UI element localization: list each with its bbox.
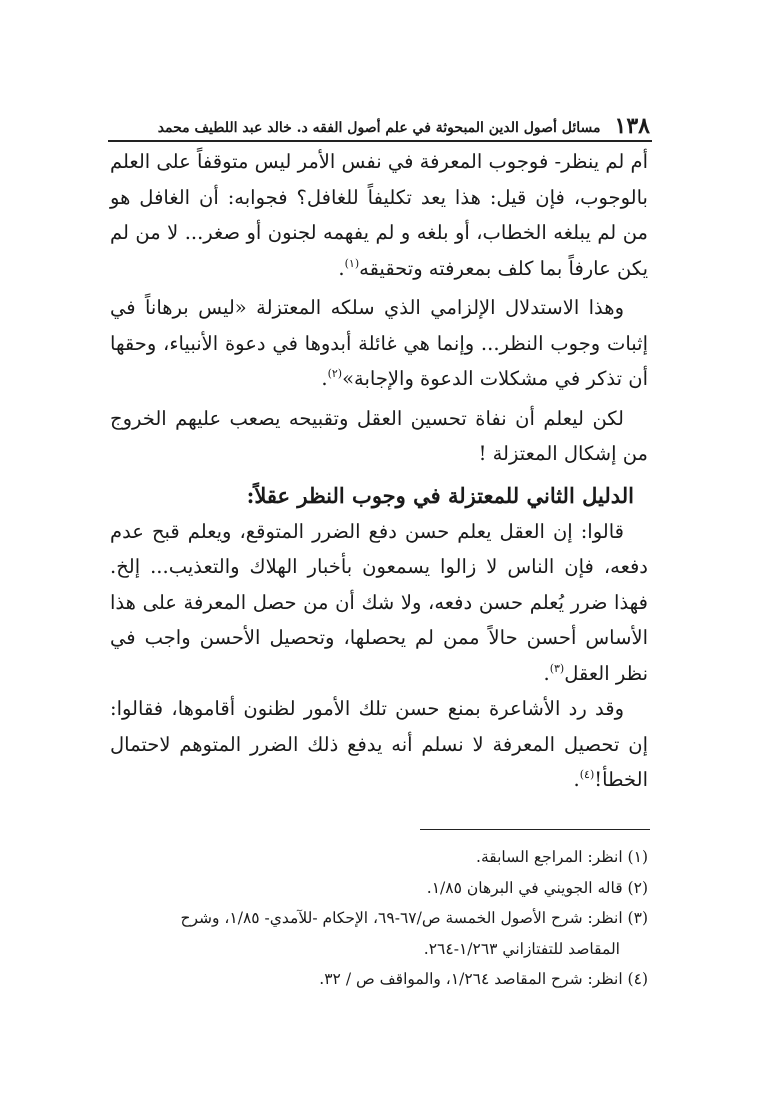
footnote-ref-2[interactable]: (٢) [327, 367, 343, 380]
paragraph-5-text: وقد رد الأشاعرة بمنع حسن تلك الأمور لظنون أقاموها، فقالوا: إن تحصيل المعرفة لا نسلم أنه يدفع ذلك الضرر المتوهم لاحتمال الخطأ! [110, 697, 648, 791]
paragraph-1-text: أم لم ينظر- فوجوب المعرفة في نفس الأمر ليس متوقفاً على العلم بالوجوب، فإن قيل: هذا يعد تكليفاً للغافل؟ فجوابه: أن الغافل هو من لم يبلغه الخطاب، أو بلغه و لم يفهمه لجنون أو صغر... لا من لم يكن عارفاً بما كلف بمعرفته وتحقيقه [110, 150, 648, 280]
section-heading: الدليل الثاني للمعتزلة في وجوب النظر عقلاً: [246, 482, 634, 508]
footnote-ref-4[interactable]: (٤) [579, 768, 595, 781]
footnote-ref-1[interactable]: (١) [344, 256, 360, 270]
paragraph-4: قالوا: إن العقل يعلم حسن دفع الضرر المتوقع، ويعلم قبح عدم دفعه، فإن الناس لا زالوا يسمعون بأخبار الهلاك والتعذيب... إلخ. فهذا ضرر يُعلم حسن دفعه، ولا شك أن من حصل المعرفة على هذا الأساس أحسن حالاً ممن لم يحصلها، وتحصيل الأحسن واجب في نظر العقل$^{(٣)}$. [110, 519, 648, 685]
paragraph-2: وهذا الاستدلال الإلزامي الذي سلكه المعتزلة «ليس برهاناً في إثبات وجوب النظر... وإنما هي غائلة أبدوها في دعوة الأنبياء، وحقها أن تذكر في مشكلات الدعوة والإجابة»$^{(٢)}$. [110, 296, 648, 390]
footnote-2: (٢) قاله الجويني في البرهان ١/٨٥. [426, 878, 648, 897]
footnote-1: (١) انظر: المراجع السابقة. [476, 848, 648, 866]
paragraph-3 [110, 401, 648, 472]
paragraph-3-text: لكن ليعلم أن نفاة تحسين العقل وتقبيحه يصعب عليهم الخروج من إشكال المعتزلة ! [110, 406, 648, 465]
page-number: ١٣٨ [614, 113, 650, 139]
footnote-3-continued: المقاصد للتفتازاني ١/٢٦٣-٢٦٤. [423, 939, 620, 958]
paragraph-5: وقد رد الأشاعرة بمنع حسن تلك الأمور لظنون أقاموها، فقالوا: إن تحصيل المعرفة لا نسلم أنه يدفع ذلك الضرر المتوهم لاحتمال الخطأ!$^{(٤)}$. [110, 697, 648, 791]
header-divider [108, 140, 652, 142]
footnote-3: (٣) انظر: شرح الأصول الخمسة ص/٦٧-٦٩، الإحكام -للآمدي- ١/٨٥، وشرح [180, 909, 648, 927]
header-title: مسائل أصول الدين المبحوثة في علم أصول الفقه د. خالد عبد اللطيف محمد [157, 120, 601, 136]
footnotes [110, 842, 648, 995]
main-text [110, 144, 648, 798]
paragraph-2-text: وهذا الاستدلال الإلزامي الذي سلكه المعتزلة «ليس برهاناً في إثبات وجوب النظر... وإنما هي غائلة أبدوها في دعوة الأنبياء، وحقها أن تذكر في مشكلات الدعوة والإجابة» [110, 296, 648, 390]
paragraph-4-text: قالوا: إن العقل يعلم حسن دفع الضرر المتوقع، ويعلم قبح عدم دفعه، فإن الناس لا زالوا يسمعون بأخبار الهلاك والتعذيب... إلخ. فهذا ضرر يُعلم حسن دفعه، ولا شك أن من حصل المعرفة على هذا الأساس أحسن حالاً ممن لم يحصلها، وتحصيل الأحسن واجب في نظر العقل [110, 519, 648, 685]
footnote-divider [420, 829, 650, 830]
paragraph-1: أم لم ينظر- فوجوب المعرفة في نفس الأمر ليس متوقفاً على العلم بالوجوب، فإن قيل: هذا يعد تكليفاً للغافل؟ فجوابه: أن الغافل هو من لم يبلغه الخطاب، أو بلغه و لم يفهمه لجنون أو صغر... لا من لم يكن عارفاً بما كلف بمعرفته وتحقيقه$^{(١)}$. [110, 150, 648, 280]
footnote-ref-3[interactable]: (٣) [549, 661, 565, 675]
running-header [110, 112, 650, 138]
footnote-4: (٤) انظر: شرح المقاصد ١/٢٦٤، والمواقف ص / ٣٢. [319, 970, 648, 988]
